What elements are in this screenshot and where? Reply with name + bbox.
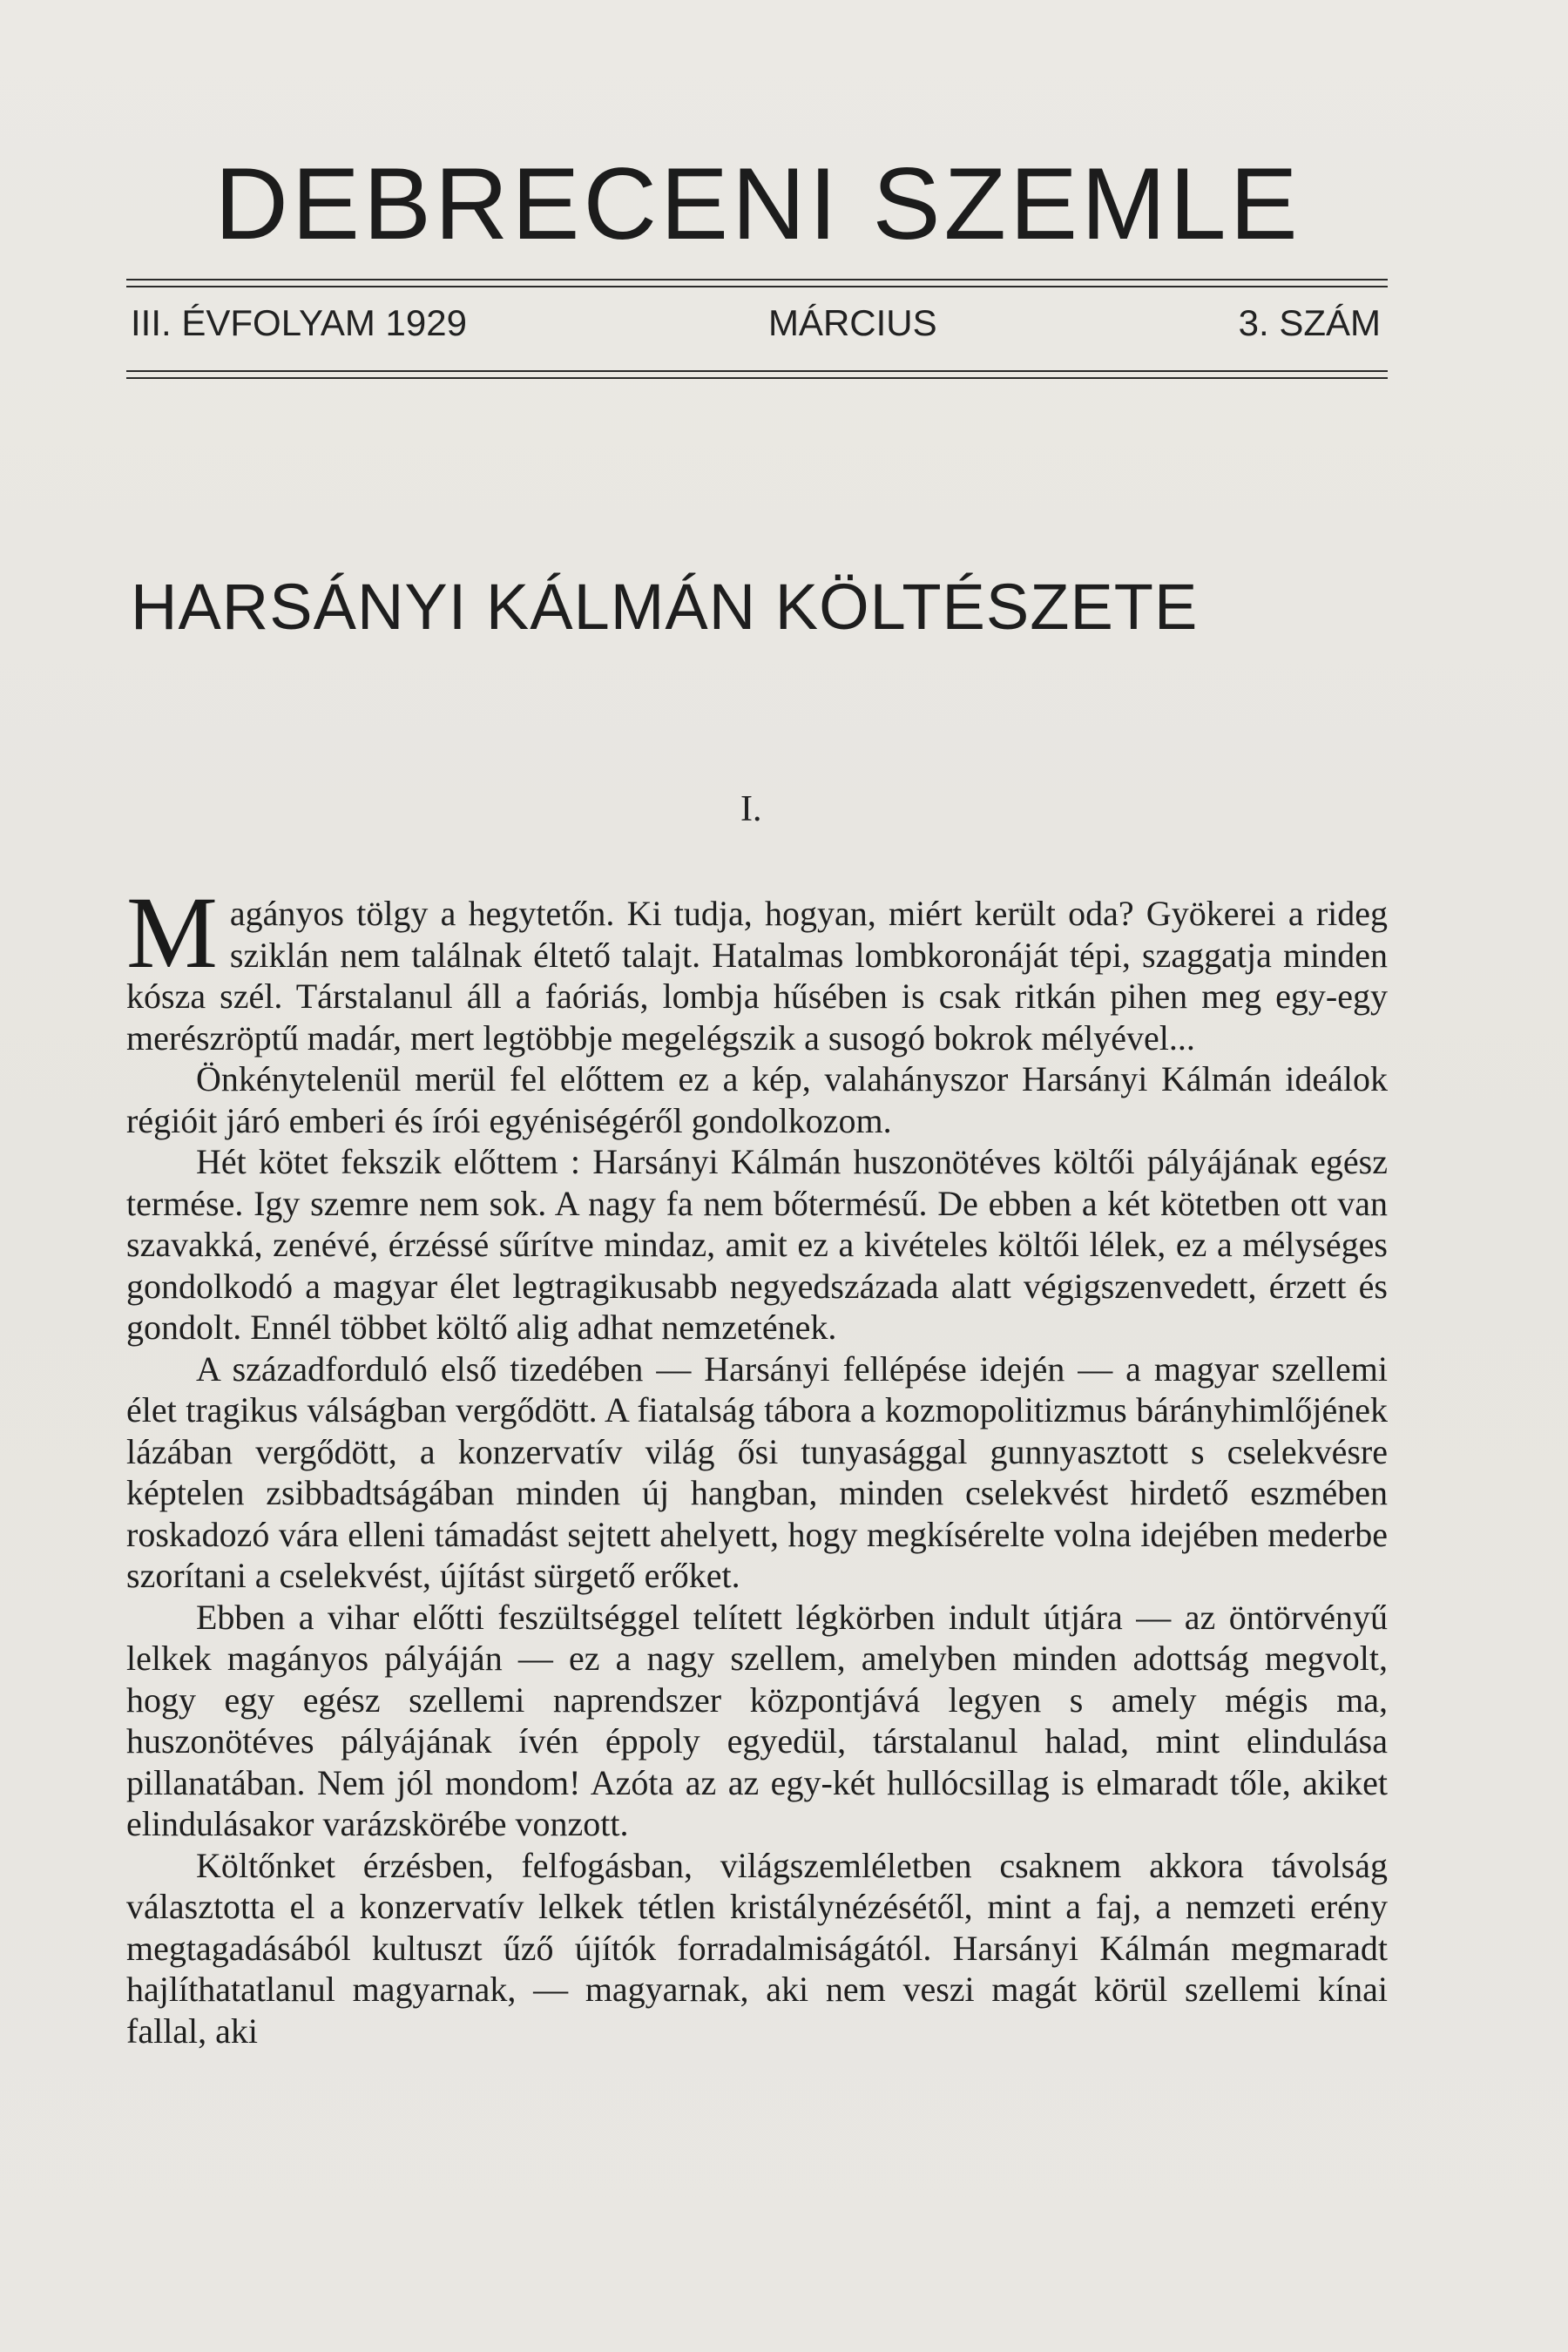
journal-masthead: DEBRECENI SZEMLE bbox=[214, 146, 1301, 260]
paragraph-text: agányos tölgy a hegytetőn. Ki tudja, hogyan, miért került oda? Gyökerei a rideg sziklán nem találnak éltető talajt. Hatalmas lombkoronáját tépi, szaggatja minden kósza szél. Társtalanul áll a faóriás, lombja hűsében is csak ritkán pihen meg egy-egy merészröptű madár, mert legtöbbje megelégszik a susogó bokrok mélyével... bbox=[126, 894, 1388, 1058]
issue-number: 3. SZÁM bbox=[1238, 302, 1381, 343]
paragraph: Költőnket érzésben, felfogásban, világszemléletben csaknem akkora távolság választotta el a konzervatív lelkek tétlen kristálynézésétől, mint a faj, a nemzeti erény megtagadásából kultuszt űző újítók forradalmiságától. Harsányi Kálmán megmaradt hajlíthatatlanul magyarnak, — magyarnak, aki nem veszi magát körül szellemi kínai fallal, aki bbox=[126, 1845, 1388, 2051]
issue-rule-bottom bbox=[126, 377, 1388, 379]
paragraph: Hét kötet fekszik előttem : Harsányi Kálmán huszonötéves költői pályájának egész termése. Igy szemre nem sok. A nagy fa nem bőtermésű. De ebben a két kötetben ott van szavakká, zenévé, érzéssé sűrítve mindaz, amit ez a kivételes költői lélek, ez a mélységes gondolkodó a magyar élet legtragikusabb negyedszázada alatt végigszenvedett, érzett és gondolt. Ennél többet költő alig adhat nemzetének. bbox=[126, 1142, 1388, 1347]
paragraph: A századforduló első tizedében — Harsányi fellépése idején — a magyar szellemi élet tragikus válságban vergődött. A fiatalság tábora a kozmopolitizmus bárányhimlőjének lázában vergődött, a konzervatív világ ősi tunyasággal gunnyasztott s cselekvésre képtelen zsibbadtságában minden új hangban, minden cselekvést hirdető eszmében roskadozó vára elleni támadást sejtett ahelyett, hogy megkísérelte volna idejében mederbe szorítani a cselekvést, újítást sürgető erőket. bbox=[126, 1348, 1388, 1595]
paragraph bbox=[126, 875, 1388, 1058]
drop-cap: M bbox=[126, 875, 218, 990]
masthead-rule-bottom bbox=[126, 286, 1388, 287]
volume-year: III. ÉVFOLYAM 1929 bbox=[131, 302, 467, 343]
section-number: I. bbox=[740, 789, 762, 829]
issue-month: MÁRCIUS bbox=[767, 302, 937, 343]
paragraph: Önkénytelenül merül fel előttem ez a kép, valahányszor Harsányi Kálmán ideálok régióit járó emberi és írói egyéniségéről gondolkozom. bbox=[126, 1059, 1388, 1140]
issue-info-bar bbox=[131, 302, 1381, 343]
article-title: HARSÁNYI KÁLMÁN KÖLTÉSZETE bbox=[131, 571, 1199, 643]
paragraph: Ebben a vihar előtti feszültséggel telített légkörben indult útjára — az öntörvényű lelkek magányos pályáján — ez a nagy szellem, amelyben minden adottság megvolt, hogy egy egész szellemi naprendszer központjává legyen s amely mégis ma, huszonötéves pályájának ívén éppoly egyedül, társtalanul halad, mint elindulása pillanatában. Nem jól mondom! Azóta az az egy-két hullócsillag is elmaradt tőle, akiket elindulásakor varázskörébe vonzott. bbox=[126, 1597, 1388, 1843]
issue-rule-top bbox=[126, 370, 1388, 372]
masthead-rule-top bbox=[126, 279, 1388, 280]
article-body bbox=[126, 875, 1388, 2051]
